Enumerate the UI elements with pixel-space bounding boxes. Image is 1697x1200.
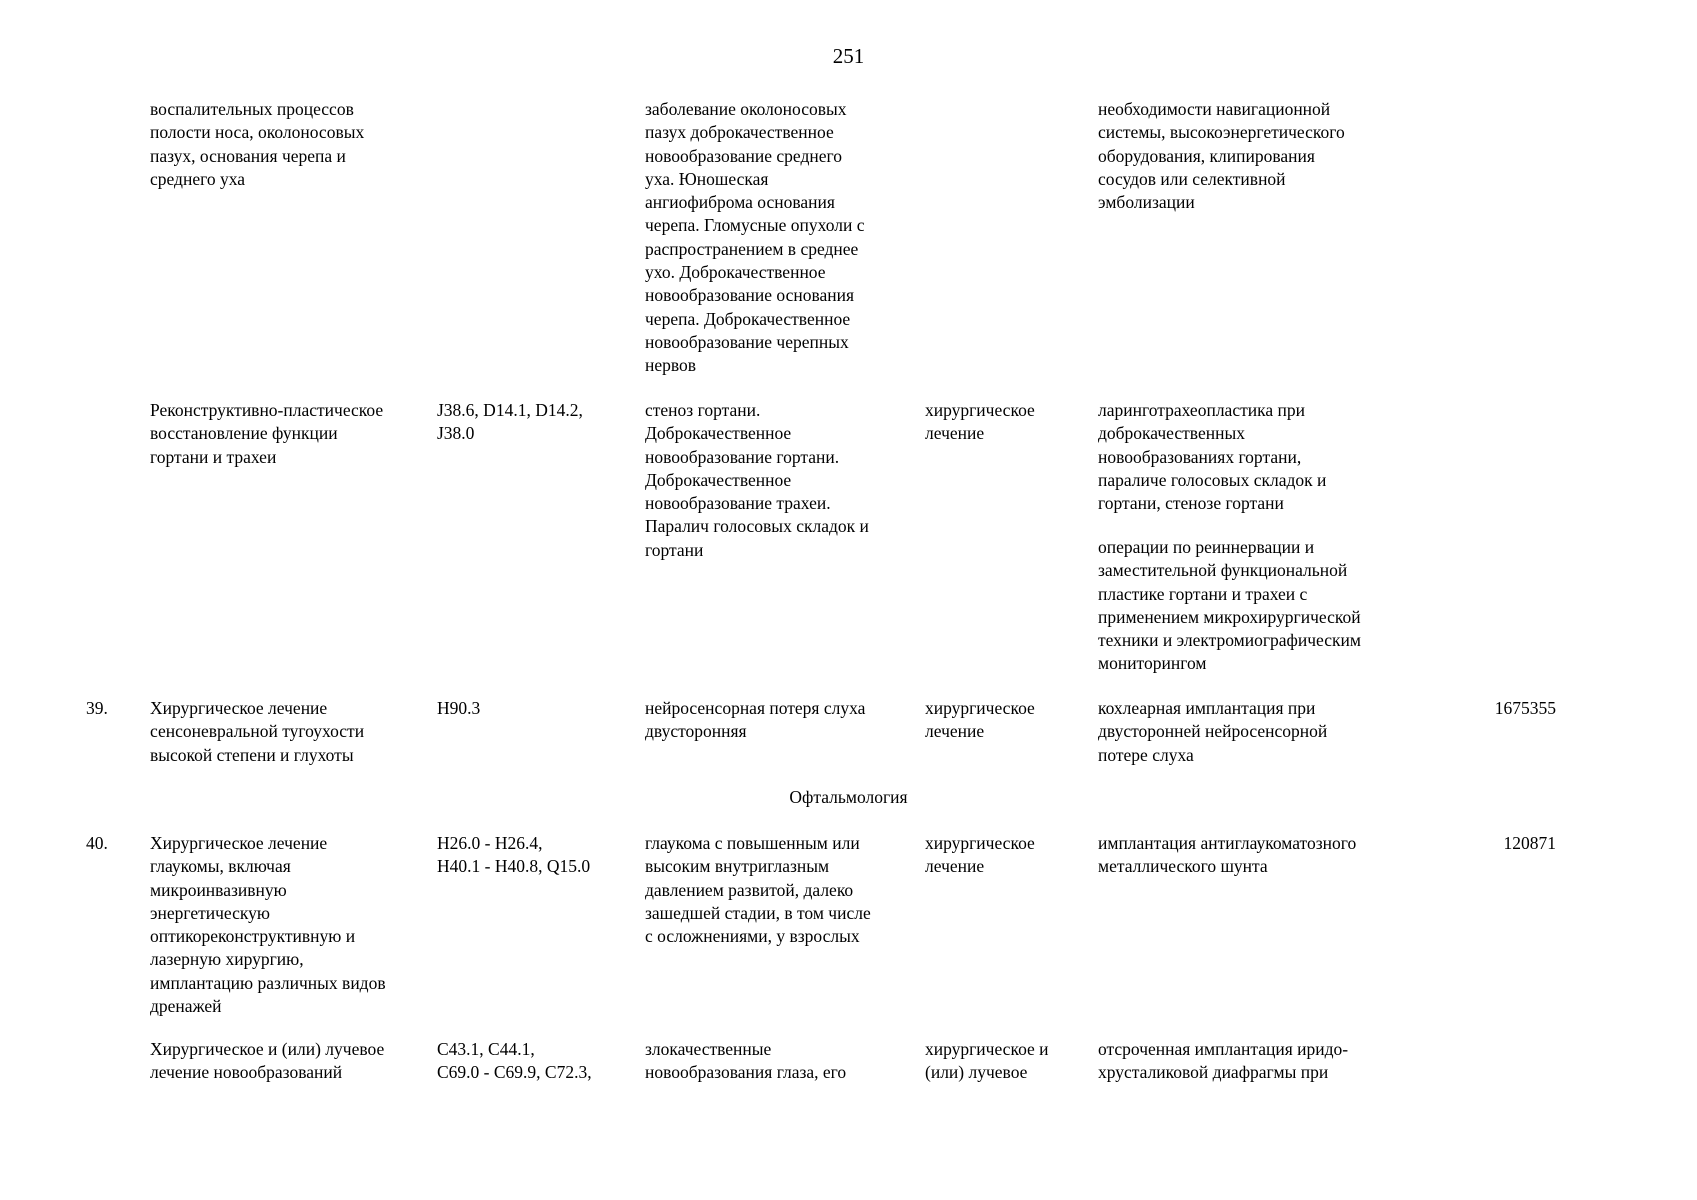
icd-codes: H26.0 - H26.4, H40.1 - H40.8, Q15.0: [437, 833, 591, 877]
service-name: Хирургическое лечение глаукомы, включая микроинвазивную энергетическую оптикореконструктивную и лазерную хирургию, имплантацию различных видов дренажей: [150, 833, 386, 1017]
treatment-method: кохлеарная имплантация при двусторонней нейросенсорной потере слуха: [1098, 698, 1328, 765]
service-name: воспалительных процессов полости носа, околоносовых пазух, основания черепа и среднего уха: [150, 99, 365, 189]
patient-model: стеноз гортани. Доброкачественное новообразование гортани. Доброкачественное новообразование трахеи. Паралич голосовых складок и гортани: [645, 400, 869, 560]
row-number: 39.: [86, 698, 108, 718]
patient-model: нейросенсорная потеря слуха двусторонняя: [645, 698, 866, 742]
section-title: Офтальмология: [789, 787, 908, 807]
patient-model: заболевание околоносовых пазух доброкачественное новообразование среднего уха. Юношеская ангиофиброма основания черепа. Гломусные опухоли с распространением в среднее ухо. Доброкачественное новообразование основания черепа. Доброкачественное новообразование черепных нервов: [645, 99, 865, 376]
patient-model: глаукома с повышенным или высоким внутриглазным давлением развитой, далеко зашедшей стадии, в том числе с осложнениями, у взрослых: [645, 833, 871, 947]
treatment-method: имплантация антиглаукоматозного металлического шунта: [1098, 833, 1357, 877]
icd-codes: J38.6, D14.1, D14.2, J38.0: [437, 400, 583, 444]
treatment-type: хирургическое и (или) лучевое: [925, 1039, 1049, 1083]
cost-value: 1675355: [1494, 698, 1556, 718]
service-name: Реконструктивно-пластическое восстановление функции гортани и трахеи: [150, 400, 384, 467]
service-name: Хирургическое лечение сенсоневральной тугоухости высокой степени и глухоты: [150, 698, 365, 765]
treatment-method: отсроченная имплантация иридо- хрусталиковой диафрагмы при: [1098, 1039, 1349, 1083]
treatment-type: хирургическое лечение: [925, 698, 1035, 742]
icd-codes: C43.1, C44.1, C69.0 - C69.9, C72.3,: [437, 1039, 592, 1083]
treatment-method-2: операции по реиннервации и заместительной функциональной пластике гортани и трахеи с применением микрохирургической техники и электромиографическим мониторингом: [1098, 537, 1361, 674]
patient-model: злокачественные новообразования глаза, его: [645, 1039, 847, 1083]
treatment-method: ларинготрахеопластика при доброкачественных новообразованиях гортани, параличе голосовых складок и гортани, стенозе гортани: [1098, 400, 1327, 514]
row-number: 40.: [86, 833, 108, 853]
treatment-type: хирургическое лечение: [925, 833, 1035, 877]
service-name: Хирургическое и (или) лучевое лечение новообразований: [150, 1039, 385, 1083]
icd-codes: H90.3: [437, 698, 481, 718]
treatment-type: хирургическое лечение: [925, 400, 1035, 444]
page-number: 251: [832, 44, 865, 68]
treatment-method: необходимости навигационной системы, высокоэнергетического оборудования, клипирования сосудов или селективной эмболизации: [1098, 99, 1345, 213]
cost-value: 120871: [1503, 833, 1556, 853]
